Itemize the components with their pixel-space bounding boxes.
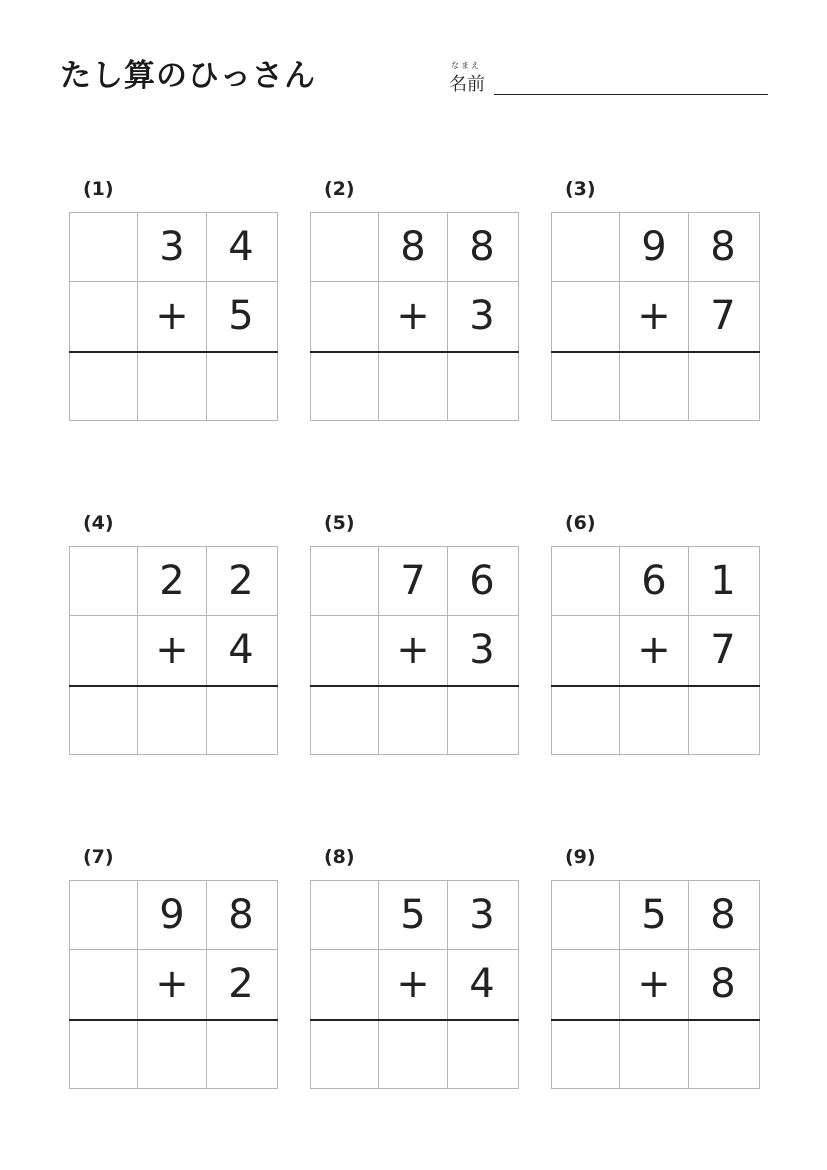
problem-1	[69, 178, 278, 418]
tens-digit: 9	[159, 892, 185, 938]
name-label: 名前	[449, 74, 485, 95]
answer-hundreds-cell[interactable]	[552, 1020, 620, 1088]
addend-digit: 7	[710, 627, 736, 673]
problem-5	[310, 512, 519, 752]
problem-number: (4)	[83, 512, 114, 534]
ones-digit: 8	[710, 892, 736, 938]
plus-sign: +	[155, 293, 189, 339]
answer-hundreds-cell[interactable]	[70, 686, 138, 754]
answer-hundreds-cell[interactable]	[311, 352, 379, 420]
answer-hundreds-cell[interactable]	[70, 1020, 138, 1088]
answer-ones-cell[interactable]	[448, 686, 516, 754]
answer-hundreds-cell[interactable]	[311, 686, 379, 754]
ones-digit: 3	[469, 892, 495, 938]
ones-digit: 4	[228, 224, 254, 270]
problem-6	[551, 512, 760, 752]
tens-digit: 3	[159, 224, 185, 270]
answer-tens-cell[interactable]	[620, 686, 688, 754]
answer-hundreds-cell[interactable]	[311, 1020, 379, 1088]
answer-ones-cell[interactable]	[448, 352, 516, 420]
problem-number: (7)	[83, 846, 114, 868]
tens-digit: 6	[641, 558, 667, 604]
ones-digit: 1	[710, 558, 736, 604]
addend-digit: 8	[710, 961, 736, 1007]
answer-ones-cell[interactable]	[207, 352, 275, 420]
problem-number: (6)	[565, 512, 596, 534]
problem-number: (8)	[324, 846, 355, 868]
answer-tens-cell[interactable]	[620, 1020, 688, 1088]
answer-hundreds-cell[interactable]	[70, 352, 138, 420]
problem-number: (5)	[324, 512, 355, 534]
ones-digit: 8	[469, 224, 495, 270]
problem-number: (3)	[565, 178, 596, 200]
tens-digit: 5	[400, 892, 426, 938]
answer-ones-cell[interactable]	[448, 1020, 516, 1088]
tens-digit: 9	[641, 224, 667, 270]
name-ruby: なまえ	[451, 61, 481, 70]
addend-digit: 4	[228, 627, 254, 673]
answer-tens-cell[interactable]	[379, 352, 447, 420]
addend-digit: 3	[469, 627, 495, 673]
problem-box	[310, 212, 519, 421]
plus-sign: +	[155, 627, 189, 673]
ones-digit: 8	[228, 892, 254, 938]
problem-box	[69, 212, 278, 421]
addend-digit: 5	[228, 293, 254, 339]
ones-digit: 8	[710, 224, 736, 270]
problem-box	[310, 546, 519, 755]
answer-hundreds-cell[interactable]	[552, 352, 620, 420]
problem-box	[69, 546, 278, 755]
plus-sign: +	[396, 627, 430, 673]
problem-box	[551, 212, 760, 421]
answer-tens-cell[interactable]	[379, 686, 447, 754]
plus-sign: +	[637, 627, 671, 673]
answer-hundreds-cell[interactable]	[552, 686, 620, 754]
problem-4	[69, 512, 278, 752]
problem-box	[310, 880, 519, 1089]
problem-number: (1)	[83, 178, 114, 200]
plus-sign: +	[155, 961, 189, 1007]
problem-3	[551, 178, 760, 418]
problem-box	[69, 880, 278, 1089]
problem-number: (2)	[324, 178, 355, 200]
ones-digit: 2	[228, 558, 254, 604]
problem-2	[310, 178, 519, 418]
problem-7	[69, 846, 278, 1086]
problem-box	[551, 880, 760, 1089]
tens-digit: 7	[400, 558, 426, 604]
answer-ones-cell[interactable]	[689, 352, 757, 420]
plus-sign: +	[396, 293, 430, 339]
plus-sign: +	[637, 961, 671, 1007]
problem-box	[551, 546, 760, 755]
answer-ones-cell[interactable]	[207, 1020, 275, 1088]
answer-ones-cell[interactable]	[689, 686, 757, 754]
problem-8	[310, 846, 519, 1086]
plus-sign: +	[396, 961, 430, 1007]
plus-sign: +	[637, 293, 671, 339]
answer-ones-cell[interactable]	[207, 686, 275, 754]
addend-digit: 4	[469, 961, 495, 1007]
answer-tens-cell[interactable]	[379, 1020, 447, 1088]
answer-tens-cell[interactable]	[138, 352, 206, 420]
addend-digit: 7	[710, 293, 736, 339]
tens-digit: 2	[159, 558, 185, 604]
addend-digit: 2	[228, 961, 254, 1007]
page-title: たし算のひっさん	[60, 58, 316, 94]
addend-digit: 3	[469, 293, 495, 339]
answer-tens-cell[interactable]	[138, 686, 206, 754]
name-write-line[interactable]	[494, 94, 768, 95]
tens-digit: 8	[400, 224, 426, 270]
tens-digit: 5	[641, 892, 667, 938]
answer-ones-cell[interactable]	[689, 1020, 757, 1088]
problem-number: (9)	[565, 846, 596, 868]
answer-tens-cell[interactable]	[620, 352, 688, 420]
ones-digit: 6	[469, 558, 495, 604]
problem-9	[551, 846, 760, 1086]
answer-tens-cell[interactable]	[138, 1020, 206, 1088]
